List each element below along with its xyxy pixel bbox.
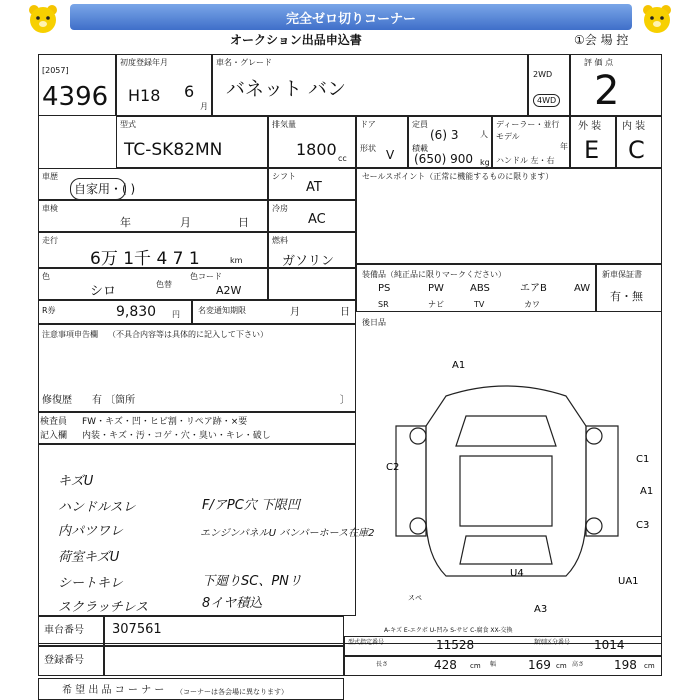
exterior-label: 外 装 [578, 121, 602, 132]
grade-label: 評 価 点 [584, 58, 614, 67]
auction-name: オークション出品申込書 [230, 33, 362, 47]
repair-label: 修復歴 [42, 395, 72, 406]
handwritten-note: エンジンパネルU バンパーホース在庫2 [200, 528, 375, 539]
banner-title: 完全ゼロ切りコーナー [70, 4, 632, 30]
repair-value: 有 〔箇所 [92, 395, 136, 406]
handwritten-note: F/アPC穴 下限凹 [202, 498, 300, 513]
registration-month-unit: 月 [200, 102, 208, 111]
handwritten-note: 荷室キズU [58, 550, 120, 565]
usage-circle-mark [70, 178, 126, 200]
handwritten-note: スクラッチレス [58, 600, 149, 615]
damage-mark-text: UA1 [618, 576, 639, 587]
checker-label: 検査員 [40, 417, 68, 427]
chassis-label: 車台番号 [44, 625, 84, 636]
shape-label: 形状 [360, 144, 376, 153]
exterior-grade: E [584, 136, 600, 164]
deadline-month-unit: 月 [290, 307, 300, 318]
type-number-value: 11528 [436, 638, 475, 652]
class-number-value: 1014 [594, 638, 625, 652]
bear-mascot-icon [640, 2, 674, 36]
car-name-label: 車名・グレード [216, 58, 272, 67]
deadline-day-unit: 日 [340, 307, 350, 318]
chassis-value: 307561 [112, 622, 162, 637]
checker-interior-line: 内装・キズ・汚・コゲ・穴・臭い・キレ・破し [82, 431, 271, 441]
shape-value: V [386, 148, 395, 162]
handwritten-note: 8イヤ積込 [202, 596, 263, 611]
registration-year: H18 [128, 86, 161, 105]
handwritten-note: 下廻りSC、PNリ [202, 574, 302, 589]
car-damage-diagram [356, 336, 662, 618]
registration-label: 初度登録年月 [120, 58, 168, 67]
capacity-label: 定員 [412, 120, 428, 129]
notes-sub: （不具合内容等は具体的に記入して下さい） [108, 330, 268, 339]
load-unit: kg [480, 158, 490, 167]
handwritten-note: ハンドルスレ [58, 500, 136, 515]
color-code: A2W [216, 284, 242, 297]
model-label: 型式 [120, 120, 136, 129]
equipment-pw: PW [428, 283, 444, 294]
damage-mark-text: スペ [408, 594, 422, 602]
shift-value: AT [306, 180, 322, 195]
car-name: バネット バン [226, 78, 347, 100]
deadline-label: 名変通知期限 [198, 306, 246, 315]
damage-mark-text: C1 [636, 454, 650, 465]
inspection-month-unit: 月 [180, 216, 191, 229]
inspection-cell [38, 200, 268, 232]
length-value: 428 [434, 658, 457, 672]
warranty-value: 有・無 [610, 290, 643, 303]
repaint-label: 色替 [156, 280, 172, 289]
equipment-airbag: エアB [520, 283, 547, 294]
inspection-day-unit: 日 [238, 216, 249, 229]
damage-mark-text: U4 [510, 568, 524, 579]
handle-label: ハンドル 左・右 [496, 156, 555, 165]
footer-label: 希 望 出 品 コ ー ナ ー [62, 685, 165, 696]
class-number-label: 類別区分番号 [534, 639, 571, 646]
lot-number: 4396 [42, 82, 109, 112]
lot-tag: [2057] [42, 66, 69, 75]
color-code-label: 色コード [190, 272, 222, 281]
model-code: TC-SK82MN [124, 140, 223, 160]
footer-sub: （コーナーは各会場に異なります） [176, 688, 288, 696]
equipment-abs: ABS [470, 283, 490, 294]
height-value: 198 [614, 658, 637, 672]
interior-label: 内 装 [622, 121, 646, 132]
bear-mascot-icon [26, 2, 60, 36]
tax-value: 9,830 [116, 304, 157, 320]
equipment-navi: ナビ [428, 300, 444, 309]
mileage-unit: km [230, 256, 243, 265]
length-label: 長さ [376, 661, 389, 668]
registration-month: 6 [184, 82, 195, 101]
load-label: 積載 [412, 144, 428, 153]
door-label: ドア [360, 120, 376, 129]
height-unit: cm [644, 662, 655, 670]
damage-mark-text: A1 [640, 486, 654, 497]
type-number-label: 型式指定番号 [348, 639, 385, 646]
record-label: 記入欄 [40, 431, 68, 441]
equipment-sr: SR [378, 300, 389, 309]
usage-value: 自家用・( ) [74, 182, 136, 196]
aircon-label: 冷房 [272, 204, 288, 213]
width-label: 幅 [490, 661, 497, 668]
equipment-tv: TV [474, 300, 485, 309]
inspection-label: 車検 [42, 204, 58, 213]
length-unit: cm [470, 662, 481, 670]
handwritten-note: キズU [58, 474, 94, 489]
fuel-value: ガソリン [282, 254, 335, 269]
reg-value-cell [104, 646, 344, 676]
model-year-unit: 年 [560, 142, 568, 151]
displacement-label: 排気量 [272, 120, 296, 129]
height-label: 高さ [572, 661, 585, 668]
fuel-label: 燃料 [272, 236, 288, 245]
tax-unit: 円 [172, 310, 180, 319]
load-value: (650) 900 [414, 152, 473, 166]
dealer-label: ディーラー・並行 [496, 120, 560, 129]
mileage-value: 6万 1千 4 7 1 [90, 249, 200, 269]
grade-score: 2 [594, 68, 620, 114]
equipment-label: 装備品（純正品に限りマークください） [362, 270, 506, 279]
handwritten-note: シートキレ [58, 576, 123, 591]
capacity-value: (6) 3 [430, 128, 459, 142]
damage-mark-text: A1 [452, 360, 466, 371]
inspection-year-unit: 年 [120, 216, 131, 229]
interior-grade: C [628, 136, 645, 164]
equipment-leather: カワ [524, 300, 540, 309]
tax-label: R券 [42, 306, 56, 315]
drive-2wd-label: 2WD [533, 70, 553, 79]
shift-label: シフト [272, 172, 296, 181]
model-year-label: モデル [496, 132, 520, 141]
tax-cell [38, 300, 192, 324]
sales-point-label: セールスポイント（正常に機能するものに限ります） [362, 172, 554, 181]
displacement-value: 1800 [296, 140, 337, 159]
reg-number-label: 登録番号 [44, 655, 84, 666]
width-unit: cm [556, 662, 567, 670]
drive-4wd-label: 4WD [533, 94, 560, 107]
handwritten-note: 内パツワレ [58, 524, 124, 539]
checker-fw-line: FW・キズ・凹・ヒビ割・リペア跡・×要 [82, 417, 248, 427]
damage-legend: A-キズ E-エクボ U-凹み S-サビ C-腐食 XX-交換 [384, 627, 513, 634]
venue-copy-label: ①会 場 控 [574, 33, 629, 47]
damage-mark-text: A3 [534, 604, 548, 615]
equipment-aw: AW [574, 283, 591, 294]
damage-mark-text: C3 [636, 520, 650, 531]
sales-point-cell [356, 168, 662, 264]
width-value: 169 [528, 658, 551, 672]
rear-items-label: 後日品 [362, 318, 386, 327]
notes-label: 注意事項申告欄 [42, 330, 98, 339]
repair-close: 〕 [340, 395, 350, 406]
equipment-ps: PS [378, 283, 391, 294]
color-value: シロ [90, 284, 117, 299]
displacement-unit: cc [338, 154, 347, 163]
warranty-label: 新車保証書 [602, 270, 642, 279]
mileage-label: 走行 [42, 236, 58, 245]
usage-label: 車歴 [42, 172, 58, 181]
fuel-extra-cell [268, 268, 356, 300]
color-label: 色 [42, 272, 50, 281]
aircon-value: AC [308, 212, 326, 227]
damage-mark-text: C2 [386, 462, 400, 473]
capacity-unit: 人 [480, 130, 488, 139]
